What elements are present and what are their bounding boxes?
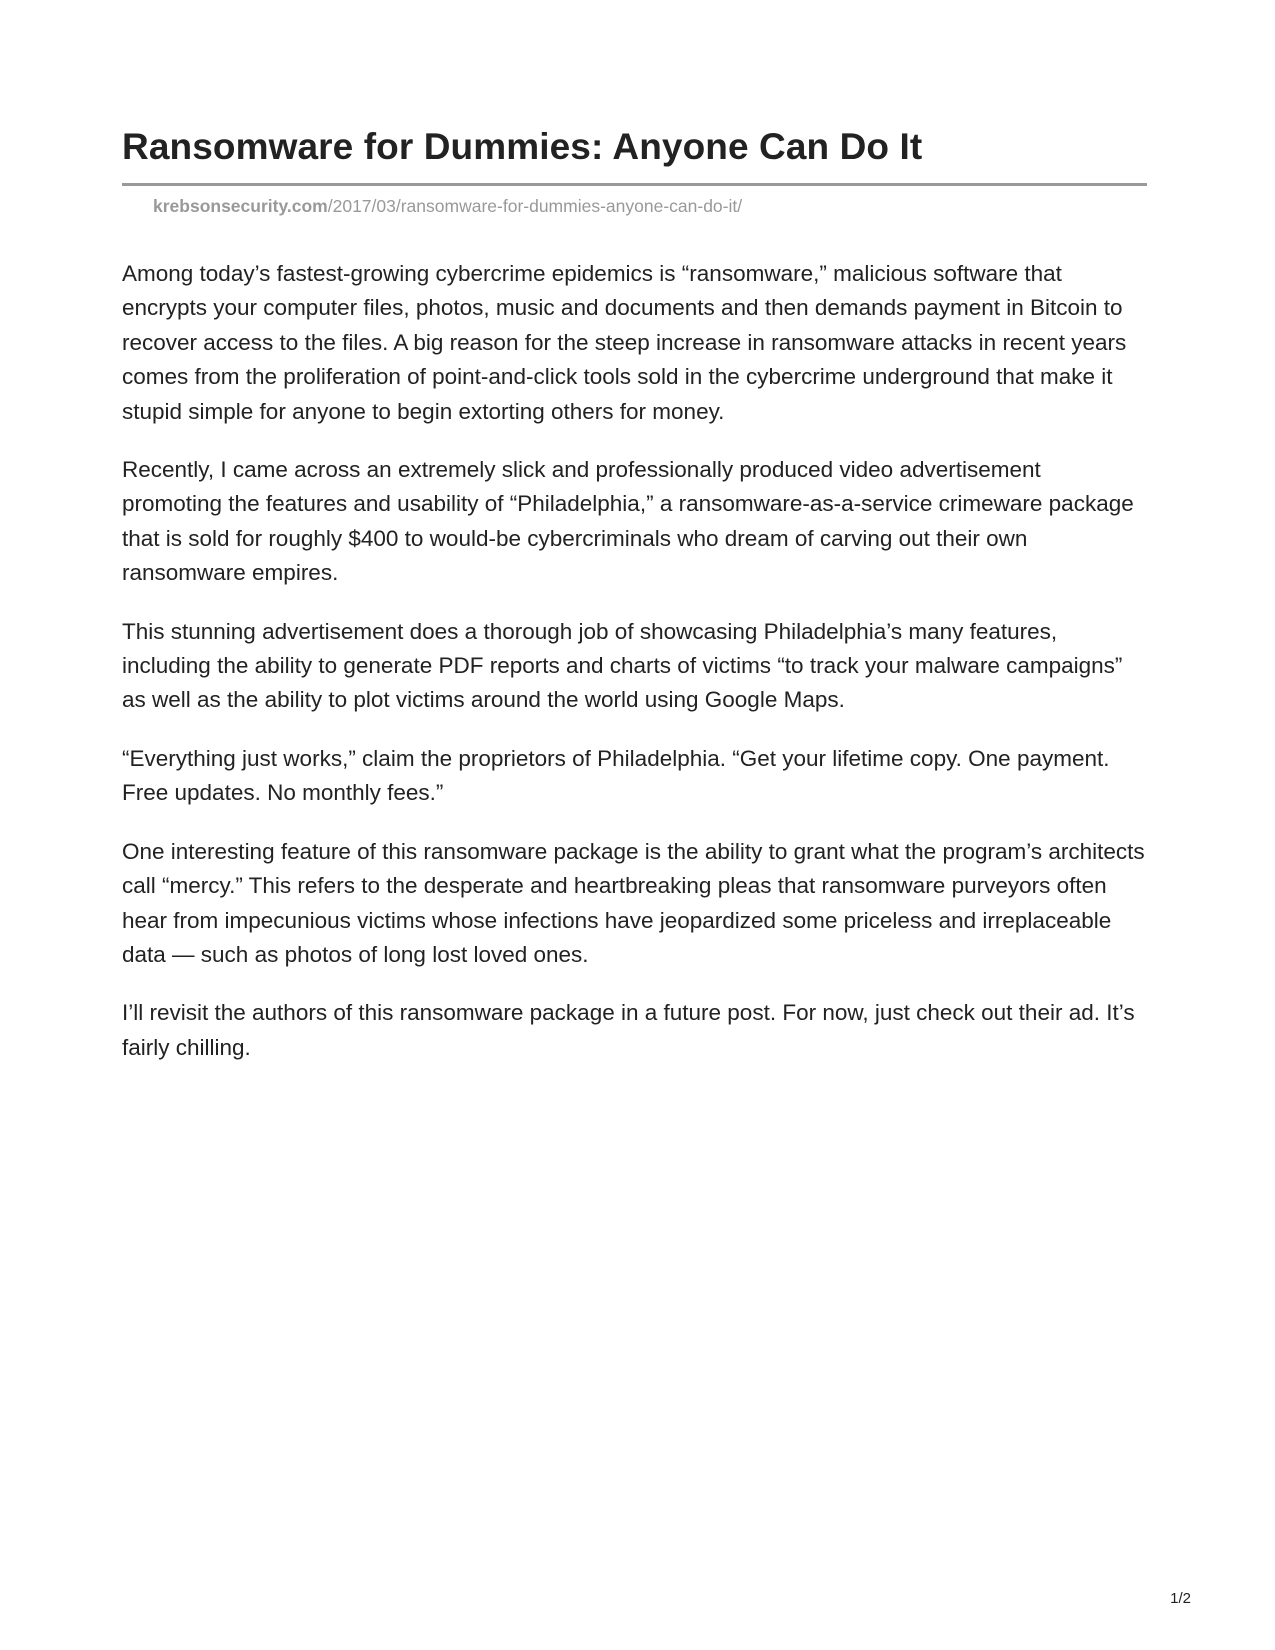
source-path[interactable]: /2017/03/ransomware-for-dummies-anyone-can-do-it/	[327, 196, 743, 216]
paragraph: One interesting feature of this ransomware package is the ability to grant what the program’s architects call “mercy.” This refers to the desperate and heartbreaking pleas that ransomware purveyors often hear from impecunious victims whose infections have jeopardized some priceless and irreplaceable data — such as photos of long lost loved ones.	[122, 838, 1145, 967]
title-divider	[122, 183, 1147, 186]
paragraph: Recently, I came across an extremely slick and professionally produced video advertisement promoting the features and usability of “Philadelphia,” a ransomware-as-a-service crimeware package that is sold for roughly $400 to would-be cybercriminals who dream of carving out their own ransomware empires.	[122, 457, 1134, 586]
paragraph: “Everything just works,” claim the proprietors of Philadelphia. “Get your lifetime copy. One payment. Free updates. No monthly fees.”	[122, 745, 1110, 806]
source-domain[interactable]: krebsonsecurity.com	[153, 196, 328, 216]
paragraph: I’ll revisit the authors of this ransomware package in a future post. For now, just check out their ad. It’s fairly chilling.	[122, 1000, 1135, 1060]
article-body	[122, 257, 1147, 1089]
source-url[interactable]	[153, 196, 742, 217]
paragraph: Among today’s fastest-growing cybercrime epidemics is “ransomware,” malicious software that encrypts your computer files, photos, music and documents and then demands payment in Bitcoin to recover access to the files. A big reason for the steep increase in ransomware attacks in recent years comes from the proliferation of point-and-click tools sold in the cybercrime underground that make it stupid simple for anyone to begin extorting others for money.	[122, 261, 1127, 424]
article-title: Ransomware for Dummies: Anyone Can Do It	[122, 126, 923, 167]
page-number: 1/2	[1170, 1590, 1191, 1607]
paragraph: This stunning advertisement does a thorough job of showcasing Philadelphia’s many features, including the ability to generate PDF reports and charts of victims “to track your malware campaigns” as well as the ability to plot victims around the world using Google Maps.	[122, 618, 1123, 713]
